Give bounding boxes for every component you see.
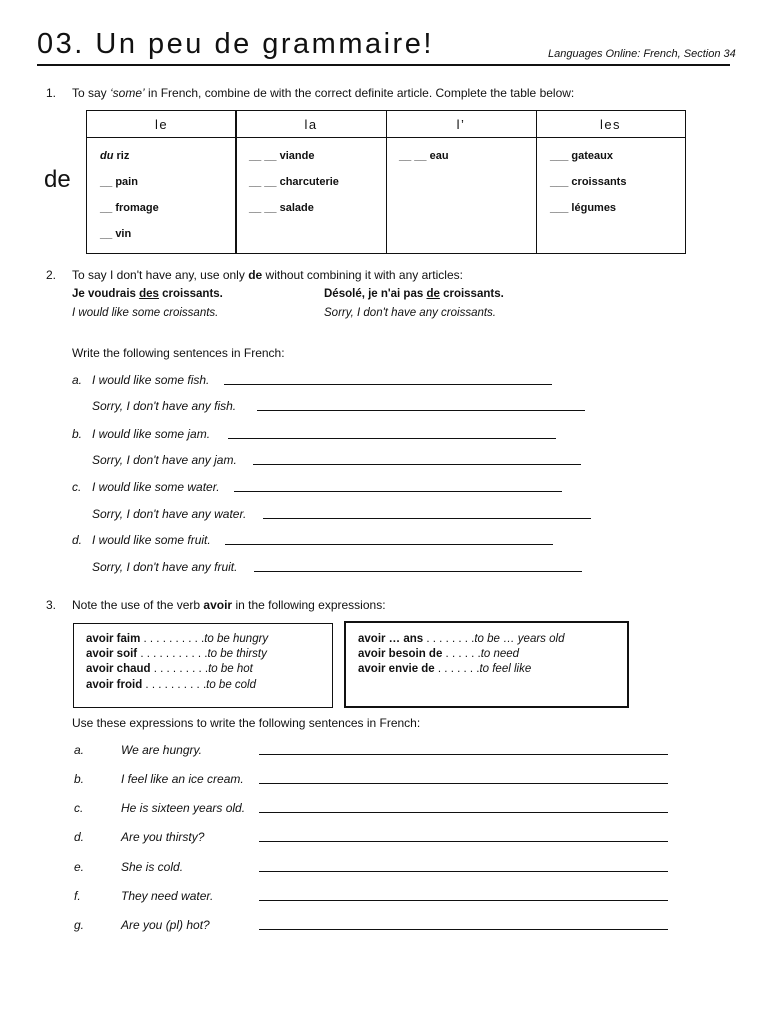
item-prompt: We are hungry. [121, 743, 202, 757]
item-prompt: Sorry, I don't have any water. [92, 507, 247, 521]
q3-text: Note the use of the verb avoir in the following expressions: [72, 598, 386, 612]
q2-text: To say I don't have any, use only de without combining it with any articles: [72, 268, 463, 282]
expression-box-1 [73, 623, 333, 708]
item-letter: c. [72, 480, 82, 494]
expression-row: avoir soif . . . . . . . . . . .to be thirsty [86, 648, 267, 660]
answer-line[interactable] [228, 438, 556, 439]
answer-line[interactable] [224, 384, 552, 385]
answer-line[interactable] [259, 929, 668, 930]
item-prompt: Sorry, I don't have any fish. [92, 399, 237, 413]
table-cell: __ __ eau [399, 150, 449, 162]
item-prompt: Are you (pl) hot? [121, 918, 210, 932]
col-header-le: le [87, 111, 236, 138]
answer-line[interactable] [259, 871, 668, 872]
expression-box-2 [344, 621, 629, 708]
item-prompt: Sorry, I don't have any fruit. [92, 560, 238, 574]
item-letter: a. [72, 373, 83, 387]
title-rule [37, 64, 730, 66]
col-divider [536, 111, 537, 253]
expression-row: avoir envie de . . . . . . .to feel like [358, 663, 532, 675]
item-letter: b. [74, 772, 85, 786]
answer-line[interactable] [225, 544, 553, 545]
answer-line[interactable] [259, 900, 668, 901]
answer-line[interactable] [254, 571, 582, 572]
answer-line[interactable] [259, 812, 668, 813]
q2-number: 2. [46, 268, 57, 282]
example-en-2: Sorry, I don't have any croissants. [324, 307, 497, 319]
expression-row: avoir faim . . . . . . . . . .to be hungry [86, 633, 269, 645]
item-prompt: He is sixteen years old. [121, 801, 246, 815]
q1-text: To say ‘some’ in French, combine de with the correct definite article. Complete the table below: [72, 86, 575, 100]
table-cell: __ __ viande [249, 150, 315, 162]
item-letter: f. [74, 889, 81, 903]
item-letter: d. [72, 533, 83, 547]
table-cell: __ __ charcuterie [249, 176, 339, 188]
table-cell: ___ légumes [550, 202, 617, 214]
item-prompt: Sorry, I don't have any jam. [92, 453, 237, 467]
answer-line[interactable] [253, 464, 581, 465]
answer-line[interactable] [257, 410, 585, 411]
page-title: 03. Un peu de grammaire! [37, 28, 434, 60]
expression-row: avoir chaud . . . . . . . . .to be hot [86, 663, 253, 675]
page-subtitle: Languages Online: French, Section 34 [548, 48, 736, 60]
item-letter: c. [74, 801, 84, 815]
item-prompt: I would like some water. [92, 480, 220, 494]
table-cell: ___ gateaux [550, 150, 613, 162]
q3-instruction: Use these expressions to write the following sentences in French: [72, 716, 421, 730]
article-table [86, 110, 686, 254]
table-cell: __ pain [100, 176, 138, 188]
table-cell: __ __ salade [249, 202, 314, 214]
item-letter: a. [74, 743, 85, 757]
col-divider [235, 111, 237, 253]
table-cell: __ fromage [100, 202, 159, 214]
item-prompt: Are you thirsty? [121, 830, 205, 844]
item-prompt: I feel like an ice cream. [121, 772, 244, 786]
item-letter: e. [74, 860, 85, 874]
item-letter: g. [74, 918, 85, 932]
example-fr-2: Désolé, je n'ai pas de croissants. [324, 288, 504, 300]
table-cell: du riz [100, 150, 130, 162]
item-prompt: I would like some jam. [92, 427, 211, 441]
col-divider [386, 111, 387, 253]
answer-line[interactable] [259, 754, 668, 755]
answer-line[interactable] [263, 518, 591, 519]
table-cell: __ vin [100, 228, 132, 240]
answer-line[interactable] [259, 841, 668, 842]
item-prompt: They need water. [121, 889, 214, 903]
de-label: de [44, 166, 71, 193]
answer-line[interactable] [234, 491, 562, 492]
q1-number: 1. [46, 86, 57, 100]
table-cell: ___ croissants [550, 176, 627, 188]
expression-row: avoir besoin de . . . . . .to need [358, 648, 520, 660]
col-header-les: les [536, 111, 685, 138]
item-prompt: I would like some fruit. [92, 533, 211, 547]
q3-number: 3. [46, 598, 57, 612]
answer-line[interactable] [259, 783, 668, 784]
q2-instruction: Write the following sentences in French: [72, 346, 285, 360]
item-letter: b. [72, 427, 83, 441]
expression-row: avoir froid . . . . . . . . . .to be cold [86, 679, 257, 691]
col-header-la: la [236, 111, 386, 138]
col-header-l: l’ [386, 111, 536, 138]
item-prompt: She is cold. [121, 860, 184, 874]
expression-row: avoir … ans . . . . . . . .to be … years old [358, 633, 565, 645]
example-en-1: I would like some croissants. [72, 307, 219, 319]
item-prompt: I would like some fish. [92, 373, 210, 387]
example-fr-1: Je voudrais des croissants. [72, 288, 223, 300]
item-letter: d. [74, 830, 85, 844]
